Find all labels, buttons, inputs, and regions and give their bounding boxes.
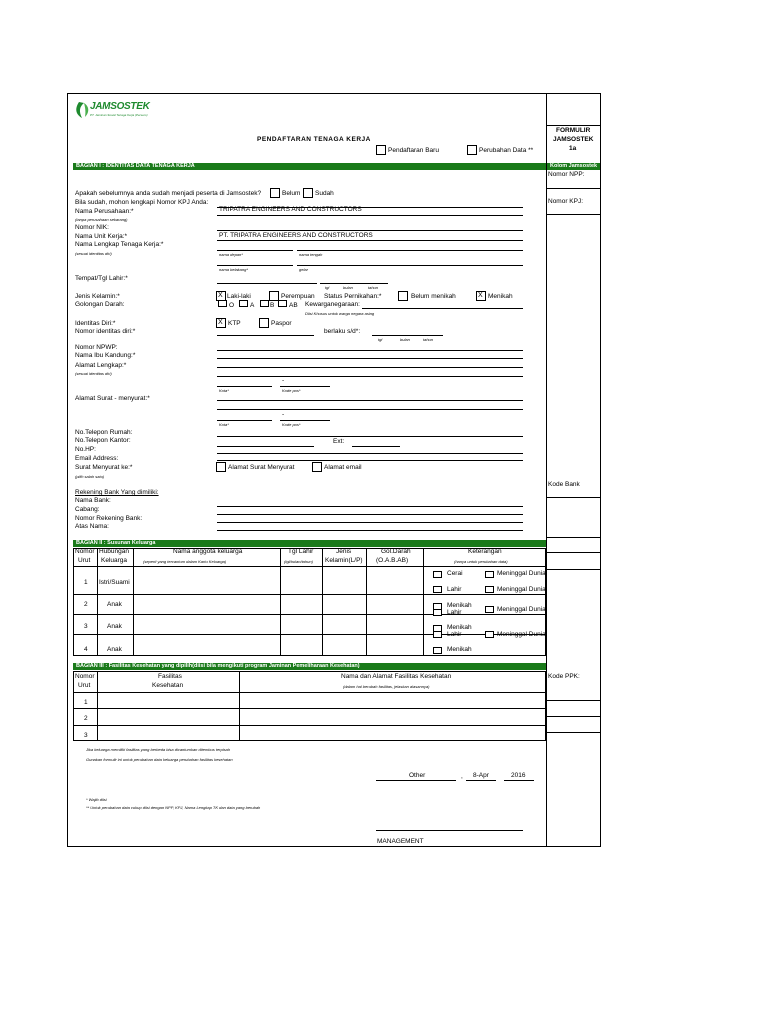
idnum-label: Nomor identitas diri:*	[75, 328, 136, 335]
row1-meninggal-label: Meninggal Dunia	[497, 570, 546, 577]
facility-row-div-2	[73, 725, 546, 726]
form-code: 1a	[569, 145, 577, 152]
bank-name-label: Nama Bank:	[75, 497, 111, 504]
hp-line[interactable]	[217, 453, 523, 454]
required-note: * Wajib diisi	[86, 797, 107, 802]
row2-meninggal-checkbox[interactable]	[485, 606, 494, 613]
mail-address-line-1[interactable]	[217, 400, 523, 401]
mail-address-dash: -	[282, 411, 285, 418]
facility-note-1: Jika keluarga memiliki fasilitas yang berbeda bisa dicantumkan ditembus terpisah	[86, 747, 231, 752]
change-note: ** Untuk perubahan data cukup diisi dengan NPP, KPJ, Nama Lengkap TK dan data yang berubah	[86, 805, 261, 810]
mailto-note: (pilih salah satu)	[75, 474, 105, 479]
sign-year: 2016	[511, 772, 526, 779]
side-npp-label: Nomor NPP:	[548, 171, 585, 178]
fac-h-addr: Nama dan Alamat Fasilitas Kesehatan	[341, 673, 452, 680]
row3-menikah-label: Menikah	[447, 624, 472, 631]
new-registration-checkbox[interactable]	[376, 145, 386, 155]
office-phone-label: No.Telepon Kantor:	[75, 437, 131, 444]
fam-h-sex-2: Kelamin(L/P)	[325, 557, 363, 564]
middlename-line[interactable]	[297, 250, 523, 251]
family-col-div-3	[280, 548, 281, 656]
hp-label: No.HP:	[75, 446, 96, 453]
unit-value: PT. TRIPATRA ENGINEERS AND CONSTRUCTORS	[219, 232, 373, 239]
form-org: JAMSOSTEK	[553, 136, 594, 143]
family-table	[73, 548, 546, 656]
accname-label: Atas Nama:	[75, 523, 109, 530]
sign-year-line[interactable]	[504, 780, 534, 781]
section1-title: BAGIAN I : IDENTITAS DATA TENAGA KERJA	[73, 163, 546, 170]
address-zip-line[interactable]	[280, 386, 330, 387]
title-line[interactable]	[297, 265, 523, 266]
facility-row-div-1	[73, 708, 546, 709]
citizenship-label: Kewarganegaraan:	[305, 301, 360, 308]
fam-row-4-no: 4	[84, 646, 88, 653]
row1-meninggal2-label: Meninggal Dunia	[497, 586, 546, 593]
fam-row-3-rel: Anak	[107, 623, 122, 630]
family-col-div-1	[97, 548, 98, 656]
side-line-b	[546, 552, 601, 553]
family-col-div-2	[133, 548, 134, 656]
fam-h-dob-note: (tgl/bulan/tahun)	[284, 559, 313, 564]
mail-city-caption: Kota*	[219, 422, 229, 427]
blood-ab-label: AB	[289, 302, 298, 309]
fac-h-no-1: Nomor	[75, 673, 95, 680]
birth-bulan-caption: bulan	[343, 285, 353, 290]
valid-bulan-caption: bulan	[400, 337, 410, 342]
valid-label: berlaku s/d*:	[324, 328, 361, 335]
address-city-line[interactable]	[217, 386, 272, 387]
fac-h-fac-2: Kesehatan	[152, 682, 184, 689]
row4-menikah-label: Menikah	[447, 646, 472, 653]
birth-tgl-caption: tgl	[325, 285, 330, 290]
ext-line[interactable]	[352, 446, 400, 447]
citizenship-line[interactable]	[362, 308, 523, 309]
fam-h-blood-2: (O.A.B.AB)	[376, 557, 409, 564]
side-column-divider	[546, 93, 547, 847]
valid-tgl-caption: tgl	[378, 337, 383, 342]
jamsostek-logo	[73, 100, 163, 122]
bank-heading: Rekening Bank Yang dimiliki:	[75, 489, 159, 496]
address-note: (sesuai identitas diri)	[75, 371, 112, 376]
birth-tahun-caption: tahun	[368, 285, 379, 290]
home-phone-label: No.Telepon Rumah:	[75, 429, 133, 436]
fam-row-3-no: 3	[84, 623, 88, 630]
branch-line[interactable]	[217, 514, 523, 515]
office-phone-line[interactable]	[217, 446, 314, 447]
fac-h-fac-1: Fasilitas	[158, 673, 182, 680]
fam-h-rel-1: Hubungan	[99, 548, 129, 555]
facility-note-2: Gunakan formulir ini untuk perubahan data keluarga perubahan fasilitas kesehatan	[86, 757, 233, 762]
sudah-checkbox[interactable]	[303, 188, 313, 198]
blood-a-label: A	[250, 302, 255, 309]
row2-lahir-label: Lahir	[447, 609, 462, 616]
sign-comma: ,	[461, 773, 463, 780]
side-header-line	[546, 125, 601, 126]
blood-ab-checkbox[interactable]	[278, 300, 287, 307]
page-title: PENDAFTARAN TENAGA KERJA	[257, 136, 371, 143]
family-row-div-2	[73, 614, 546, 615]
prev-member-question: Apakah sebelumnya anda sudah menjadi peserta di Jamsostek?	[75, 190, 262, 197]
fam-h-name-note: (seperti yang tercantum dalam Kartu Keluarga)	[143, 559, 227, 564]
signature-line[interactable]	[376, 830, 523, 831]
side-ppk-line-2	[546, 716, 601, 717]
valid-line[interactable]	[372, 335, 443, 336]
accname-line[interactable]	[217, 530, 523, 531]
fullname-note: (sesuai identitas diri)	[75, 251, 112, 256]
side-line-a	[546, 537, 601, 538]
male-label: Laki-laki	[227, 293, 251, 300]
mailto-email-label: Alamat email	[324, 464, 362, 471]
row2-menikah-label: Menikah	[447, 602, 472, 609]
row4-menikah-checkbox[interactable]	[433, 647, 442, 654]
mail-address-line-2[interactable]	[217, 409, 523, 410]
blood-b-label: B	[270, 302, 275, 309]
marital-label: Status Pernikahan:*	[324, 293, 382, 300]
accnum-line[interactable]	[217, 522, 523, 523]
belum-checkbox[interactable]	[270, 188, 280, 198]
side-bank-label: Kode Bank	[548, 481, 580, 488]
new-registration-label: Pendaftaran Baru	[388, 147, 439, 154]
address-label: Alamat Lengkap:*	[75, 362, 127, 369]
mailto-address-label: Alamat Surat Menyurat	[228, 464, 295, 471]
logo-text: JAMSOSTEK	[90, 101, 150, 112]
side-ppk-label: Kode PPK:	[548, 673, 580, 680]
side-kpj-line	[546, 214, 601, 215]
row1-meninggal-checkbox[interactable]	[485, 571, 494, 578]
male-checked-mark: X	[218, 292, 223, 299]
sign-day: 8-Apr	[473, 772, 489, 779]
mother-label: Nama Ibu Kandung:*	[75, 352, 136, 359]
family-col-div-4	[322, 548, 323, 656]
kpj-question: Bila sudah, mohon lengkapi Nomor KPJ Anda:	[75, 199, 209, 206]
married-label: Menikah	[488, 293, 513, 300]
ktp-checked-mark: X	[218, 319, 223, 326]
row2-lahir-checkbox[interactable]	[433, 609, 442, 616]
fam-h-note: Keterangan	[468, 548, 502, 555]
firstname-caption: nama depan*	[219, 252, 243, 257]
email-line[interactable]	[217, 460, 523, 461]
valid-tahun-caption: tahun	[423, 337, 434, 342]
row1-cerai-checkbox[interactable]	[433, 571, 442, 578]
fam-row-2-rel: Anak	[107, 601, 122, 608]
passport-checkbox[interactable]	[259, 318, 269, 328]
facility-col-div-2	[239, 671, 240, 741]
npwp-label: Nomor NPWP:	[75, 344, 118, 351]
family-col-div-6	[423, 548, 424, 656]
lastname-line[interactable]	[217, 265, 293, 266]
fam-h-no-2: Urut	[78, 557, 91, 564]
company-note: (tanpa perusahaan sekarang)	[75, 217, 128, 222]
sudah-label: Sudah	[315, 190, 334, 197]
married-checked-mark: X	[478, 292, 483, 299]
side-npp-line	[546, 188, 601, 189]
mail-city-line[interactable]	[217, 420, 272, 421]
mail-address-label: Alamat Surat - menyurat:*	[75, 395, 150, 402]
company-input-line[interactable]	[217, 215, 523, 216]
title-caption: gelar	[299, 267, 308, 272]
fam-h-no-1: Nomor	[75, 548, 95, 555]
npwp-line[interactable]	[217, 350, 523, 351]
row1-lahir-checkbox[interactable]	[433, 586, 442, 593]
row3-lahir-checkbox[interactable]	[433, 631, 442, 638]
blood-label: Golongan Darah:	[75, 301, 125, 308]
blood-o-checkbox[interactable]	[218, 300, 227, 307]
fam-h-name: Nama anggota keluarga	[173, 548, 243, 555]
side-column-title: Kolom Jamsostek	[547, 163, 600, 170]
row1-lahir-label: Lahir	[447, 586, 462, 593]
belum-label: Belum	[282, 190, 301, 197]
fac-row-2-no: 2	[84, 715, 88, 722]
section2-title: BAGIAN II : Susunan Keluarga	[73, 540, 546, 547]
side-ppk-line-3	[546, 732, 601, 733]
single-label: Belum menikah	[411, 293, 456, 300]
family-row-div-1	[73, 594, 546, 595]
unit-input-line[interactable]	[217, 240, 523, 241]
row3-meninggal-label: Meninggal Dunia	[497, 631, 546, 638]
mail-zip-line[interactable]	[280, 420, 330, 421]
gender-label: Jenis Kelamin:*	[75, 293, 120, 300]
fam-h-sex-1: Jenis	[336, 548, 352, 555]
address-zip-caption: Kode pos*	[282, 388, 301, 393]
facility-col-div-1	[97, 671, 98, 741]
sign-place-line[interactable]	[376, 780, 456, 781]
email-label: Email Address:	[75, 455, 119, 462]
form-label: FORMULIR	[556, 127, 591, 134]
female-label: Perempuan	[281, 293, 315, 300]
birthdate-line[interactable]	[320, 283, 388, 284]
facility-header-bottom	[73, 692, 546, 693]
fac-row-1-no: 1	[84, 699, 88, 706]
ext-label: Ext:	[333, 438, 345, 445]
sign-place: Other	[409, 772, 426, 779]
middlename-caption: nama tengah	[299, 252, 323, 257]
birth-label: Tempat/Tgl Lahir:*	[75, 275, 128, 282]
family-header-bottom	[73, 566, 546, 567]
fullname-label: Nama Lengkap Tenaga Kerja:*	[75, 241, 164, 248]
blood-b-checkbox[interactable]	[260, 300, 269, 307]
fac-h-addr-note: (dalam hal berubah fasilitas, jelaskan alasannya)	[343, 684, 430, 689]
branch-label: Cabang:	[75, 506, 100, 513]
idnum-line[interactable]	[217, 335, 314, 336]
sign-day-line[interactable]	[466, 780, 496, 781]
side-kpj-label: Nomor KPJ:	[548, 198, 584, 205]
section3-title: BAGIAN III : Fasilitas Kesehatan yang dipilih(diisi bila mengikuti program Jaminan Pemeliharaan Kesehatan)	[73, 663, 546, 670]
passport-label: Paspor	[271, 320, 292, 327]
family-col-div-5	[366, 548, 367, 656]
nik-input-line[interactable]	[217, 230, 523, 231]
mailto-label: Surat Menyurat ke:*	[75, 464, 133, 471]
facility-table	[73, 671, 546, 741]
fac-h-no-2: Urut	[78, 682, 91, 689]
fam-row-4-rel: Anak	[107, 646, 122, 653]
address-city-caption: Kota*	[219, 388, 229, 393]
fam-h-dob: Tgl Lahir	[288, 548, 314, 555]
row1-meninggal2-checkbox[interactable]	[485, 586, 494, 593]
signer-label: MANAGEMENT	[377, 838, 424, 845]
citizenship-note: Diisi Khusus untuk warga negara asing	[305, 311, 375, 316]
side-ppk-line-1	[546, 700, 601, 701]
fam-h-rel-2: Keluarga	[101, 557, 128, 564]
address-dash: -	[282, 377, 285, 384]
unit-label: Nama Unit Kerja:*	[75, 233, 128, 240]
mailto-email-checkbox[interactable]	[312, 462, 322, 472]
company-value: TRIPATRA ENGINEERS AND CONSTRUCTORS	[219, 206, 362, 213]
idtype-label: Identitas Diri:*	[75, 320, 116, 327]
lastname-caption: nama belakang*	[219, 267, 248, 272]
mother-line[interactable]	[217, 358, 523, 359]
home-phone-line[interactable]	[217, 436, 523, 437]
fac-row-3-no: 3	[84, 732, 88, 739]
fam-h-note-sub: (hanya untuk perubahan data)	[454, 559, 508, 564]
company-label: Nama Perusahaan:*	[75, 208, 134, 215]
side-bank-line	[546, 497, 601, 498]
row1-cerai-label: Cerai	[447, 570, 463, 577]
logo-subtext: PT. Jaminan Sosial Tenaga Kerja (Persero)	[90, 113, 148, 117]
data-change-label: Perubahan Data **	[479, 147, 534, 154]
nik-label: Nomor NIK:	[75, 224, 109, 231]
bank-name-line[interactable]	[217, 506, 523, 507]
birthplace-line[interactable]	[217, 283, 317, 284]
blood-o-label: O	[229, 302, 235, 309]
row3-meninggal-checkbox[interactable]	[485, 631, 494, 638]
mailto-address-checkbox[interactable]	[216, 462, 226, 472]
blood-a-checkbox[interactable]	[239, 300, 248, 307]
fam-h-blood-1: Gol.Darah	[381, 548, 411, 555]
single-checkbox[interactable]	[398, 291, 408, 301]
fam-row-2-no: 2	[84, 601, 88, 608]
fam-row-1-no: 1	[84, 579, 88, 586]
firstname-line[interactable]	[217, 250, 293, 251]
fam-row-1-rel: Istri/Suami	[99, 579, 130, 586]
row3-lahir-label: Lahir	[447, 631, 462, 638]
family-row-div-3	[73, 634, 546, 635]
accnum-label: Nomor Rekening Bank:	[75, 515, 143, 522]
mail-zip-caption: Kode pos*	[282, 422, 301, 427]
data-change-checkbox[interactable]	[467, 145, 477, 155]
address-line-1[interactable]	[217, 367, 523, 368]
ktp-label: KTP	[228, 320, 241, 327]
side-line-c	[546, 569, 601, 570]
address-line-2[interactable]	[217, 376, 523, 377]
row2-meninggal-label: Meninggal Dunia	[497, 606, 546, 613]
